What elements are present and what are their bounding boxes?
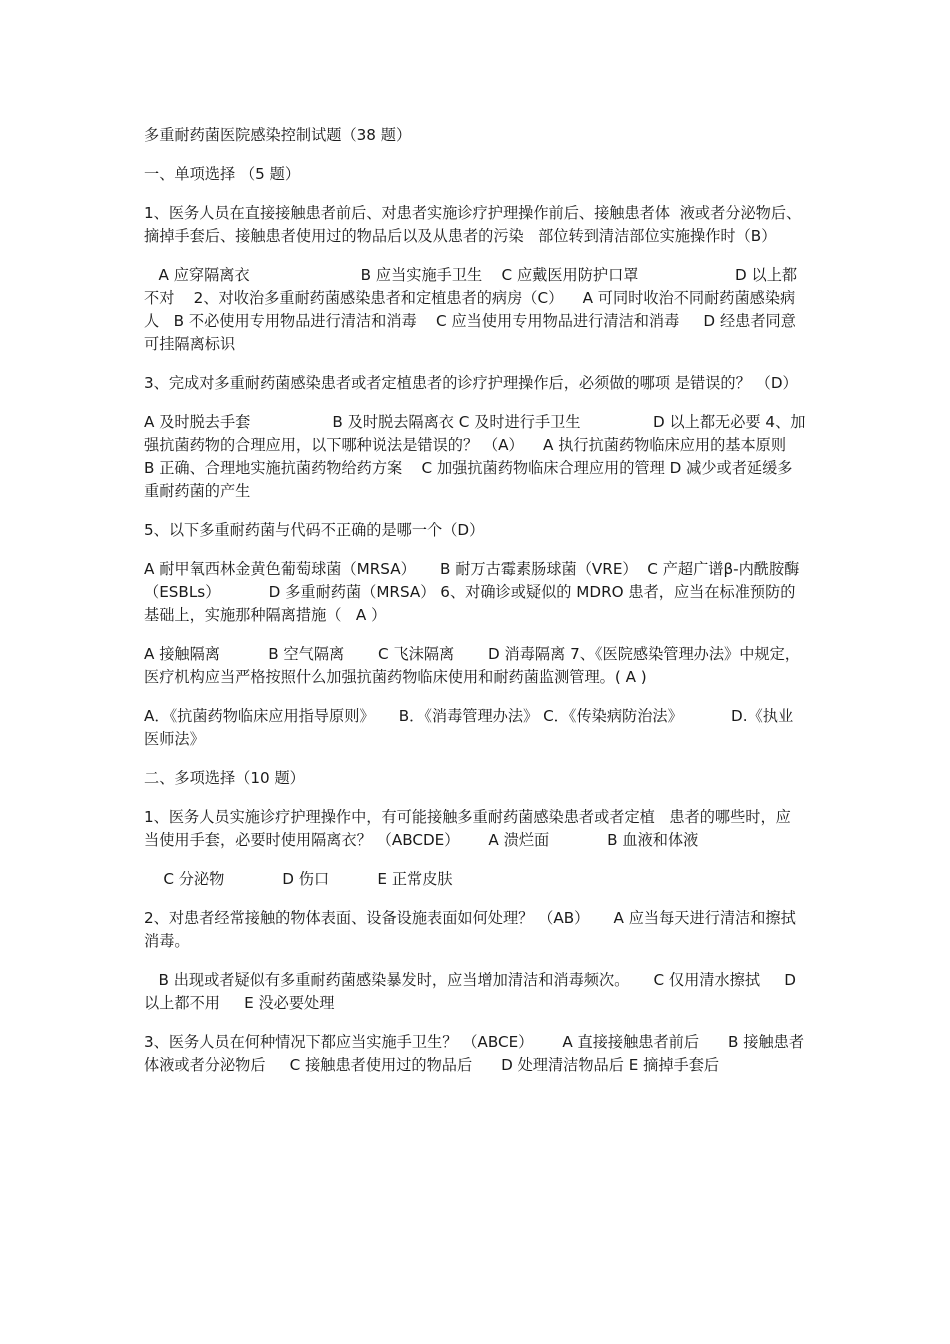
question-6-options-question-7: A 接触隔离 B 空气隔离 C 飞沫隔离 D 消毒隔离 7、《医院感染管理办法》中规定，医疗机构应当严格按照什么加强抗菌药物临床使用和耐药菌监测管理。( A ) — [144, 645, 800, 687]
document-page — [144, 124, 806, 1093]
question-3: 3、完成对多重耐药菌感染患者或者定植患者的诊疗护理操作后，必须做的哪项 是错误的？ （D） — [144, 374, 798, 392]
document-title: 多重耐药菌医院感染控制试题（38 题） — [144, 126, 412, 144]
section-heading-single-choice: 一、单项选择 （5 题） — [144, 164, 301, 183]
multi-question-3: 3、医务人员在何种情况下都应当实施手卫生？ （ABCE） A 直接接触患者前后 B 接触患者体液或者分泌物后 C 接触患者使用过的物品后 D 处理清洁物品后 E 摘掉手套后 — [144, 1032, 805, 1074]
question-1-options-question-2: A 应穿隔离衣 B 应当实施手卫生 C 应戴医用防护口罩 D 以上都不对 2、对收治多重耐药菌感染患者和定植患者的病房（C） A 可同时收治不同耐药菌感染病人 B 不必使用专用物品进行清洁和消毒 C 应当使用专用物品进行清洁和消毒 D 经患者同意可挂隔离标识 — [144, 265, 798, 354]
question-7-options: A．《抗菌药物临床应用指导原则》 B．《消毒管理办法》 C．《传染病防治法》 D.《执业医师法》 — [144, 707, 794, 749]
question-3-options-question-4: A 及时脱去手套 B 及时脱去隔离衣 C 及时进行手卫生 D 以上都无必要 4、加强抗菌药物的合理应用，以下哪种说法是错误的？ （A） A 执行抗菌药物临床应用的基本原则 B 正确、合理地实施抗菌药物给药方案 C 加强抗菌药物临床合理应用的管理 D 减少或者延缓多重耐药菌的产生 — [144, 412, 806, 501]
multi-question-2-options: B 出现或者疑似有多重耐药菌感染暴发时，应当增加清洁和消毒频次。 C 仅用清水擦拭 D 以上都不用 E 没必要处理 — [144, 970, 801, 1012]
multi-question-2: 2、对患者经常接触的物体表面、设备设施表面如何处理？ （AB） A 应当每天进行清洁和擦拭消毒。 — [144, 908, 796, 950]
question-5: 5、以下多重耐药菌与代码不正确的是哪一个（D） — [144, 521, 485, 540]
multi-question-1: 1、医务人员实施诊疗护理操作中，有可能接触多重耐药菌感染患者或者定植 患者的哪些时，应当使用手套，必要时使用隔离衣？ （ABCDE） A 溃烂面 B 血液和体液 — [144, 808, 791, 850]
question-1: 1、医务人员在直接接触患者前后、对患者实施诊疗护理操作前后、接触患者体 液或者分泌物后、摘掉手套后、接触患者使用过的物品后以及从患者的污染 部位转到清洁部位实施操作时（B） — [144, 203, 802, 245]
multi-question-1-options: C 分泌物 D 伤口 E 正常皮肤 — [144, 870, 453, 888]
section-heading-multiple-choice: 二、多项选择（10 题） — [144, 769, 305, 788]
question-5-options-question-6: A 耐甲氧西林金黄色葡萄球菌（MRSA） B 耐万古霉素肠球菌（VRE） C 产超广谱β-内酰胺酶 （ESBLs） D 多重耐药菌（MRSA） 6、对确诊或疑似的 MDRO 患者，应当在标准预防的基础上，实施那种隔离措施（ A ） — [144, 560, 805, 625]
